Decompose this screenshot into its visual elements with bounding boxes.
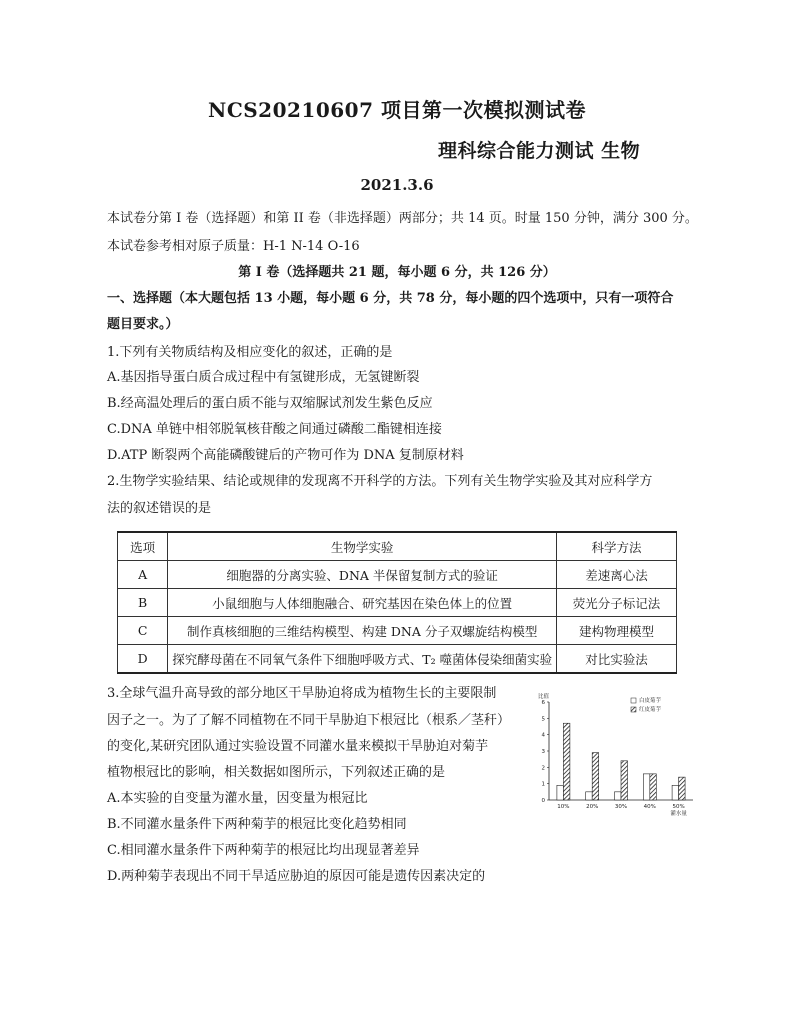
bar-red-10pct	[563, 723, 570, 800]
intro-line-2: 本试卷参考相对原子质量：H-1 N-14 O-16	[107, 239, 360, 254]
table-cell-option: C	[118, 617, 168, 645]
table-header-option: 选项	[118, 532, 168, 561]
bar-red-50pct	[679, 777, 686, 800]
q1-stem: 1.下列有关物质结构及相应变化的叙述，正确的是	[107, 345, 393, 360]
x-tick-label: 10%	[557, 804, 570, 810]
legend-swatch	[631, 698, 636, 703]
bar-white-40pct	[643, 774, 650, 800]
q1-option-a: A.基因指导蛋白质合成过程中有氢键形成，无氢键断裂	[107, 370, 420, 385]
q3-stem-3: 的变化,某研究团队通过实验设置不同灌水量来模拟干旱胁迫对菊芋	[107, 739, 489, 754]
x-tick-label: 20%	[586, 804, 599, 810]
table-cell-method: 对比实验法	[557, 645, 677, 674]
table-header-row	[118, 532, 677, 561]
y-tick-label: 6	[541, 700, 545, 706]
table-cell-option: D	[118, 645, 168, 674]
table-cell-experiment: 细胞器的分离实验、DNA 半保留复制方式的验证	[168, 561, 557, 589]
table-cell-method: 差速离心法	[557, 561, 677, 589]
legend-label: 红皮菊芋	[639, 707, 662, 713]
table-cell-method: 荧光分子标记法	[557, 589, 677, 617]
table-cell-option: B	[118, 589, 168, 617]
exam-subtitle: 理科综合能力测试 生物	[438, 140, 641, 162]
y-tick-label: 5	[541, 716, 545, 723]
y-tick-label: 1	[541, 781, 545, 788]
table-row	[118, 645, 677, 674]
q3-option-d: D.两种菊芋表现出不同干旱适应胁迫的原因可能是遗传因素决定的	[107, 869, 486, 884]
y-tick-label: 0	[541, 798, 545, 804]
legend-swatch	[631, 707, 636, 712]
table-cell-method: 建构物理模型	[557, 617, 677, 645]
table-cell-experiment: 探究酵母菌在不同氧气条件下细胞呼吸方式、T₂ 噬菌体侵染细菌实验	[168, 645, 557, 674]
table-cell-option: A	[118, 561, 168, 589]
bar-white-20pct	[586, 792, 593, 800]
bar-red-20pct	[592, 753, 599, 800]
q1-option-d: D.ATP 断裂两个高能磷酸键后的产物可作为 DNA 复制原材料	[107, 448, 464, 463]
bar-white-10pct	[557, 785, 564, 800]
table-row	[118, 617, 677, 645]
section-instruction-1: 一、选择题（本大题包括 13 小题，每小题 6 分，共 78 分，每小题的四个选项中，只有一项符合	[107, 291, 674, 306]
y-tick-label: 3	[541, 749, 545, 755]
section-title: 第 I 卷（选择题共 21 题，每小题 6 分，共 126 分）	[238, 265, 556, 280]
q1-option-b: B.经高温处理后的蛋白质不能与双缩脲试剂发生紫色反应	[107, 396, 433, 411]
intro-line-1: 本试卷分第 I 卷（选择题）和第 II 卷（非选择题）两部分；共 14 页。时量 150 分钟，满分 300 分。	[107, 211, 698, 226]
q2-stem-1: 2.生物学实验结果、结论或规律的发现离不开科学的方法。下列有关生物学实验及其对应科学方	[107, 474, 653, 489]
table-header-experiment: 生物学实验	[168, 532, 557, 561]
bar-red-30pct	[621, 761, 628, 800]
y-axis-label: 比值	[538, 694, 550, 700]
table-header-method: 科学方法	[557, 532, 677, 561]
root-shoot-ratio-chart	[535, 692, 707, 820]
section-instruction-2: 题目要求。）	[107, 317, 179, 332]
q3-stem-2: 因子之一。为了了解不同植物在不同干旱胁迫下根冠比（根系／茎秆）	[107, 713, 511, 728]
y-tick-label: 2	[541, 765, 545, 772]
q3-option-c: C.相同灌水量条件下两种菊芋的根冠比均出现显著差异	[107, 843, 420, 858]
exam-date: 2021.3.6	[360, 176, 434, 194]
table-cell-experiment: 小鼠细胞与人体细胞融合、研究基因在染色体上的位置	[168, 589, 557, 617]
legend-label: 白皮菊芋	[639, 698, 662, 704]
bar-white-30pct	[615, 792, 622, 800]
q2-method-table	[117, 531, 677, 674]
x-axis-label: 灌水量	[670, 811, 687, 817]
table-row	[118, 561, 677, 589]
x-tick-label: 30%	[614, 804, 628, 810]
bar-white-50pct	[672, 785, 679, 800]
table-cell-experiment: 制作真核细胞的三维结构模型、构建 DNA 分子双螺旋结构模型	[168, 617, 557, 645]
table-row	[118, 589, 677, 617]
q3-stem-1: 3.全球气温升高导致的部分地区干旱胁迫将成为植物生长的主要限制	[107, 686, 497, 701]
q3-option-a: A.本实验的自变量为灌水量，因变量为根冠比	[107, 791, 368, 806]
q2-stem-2: 法的叙述错误的是	[107, 501, 212, 516]
x-tick-label: 50%	[672, 804, 685, 810]
bar-red-40pct	[650, 774, 657, 800]
q3-option-b: B.不同灌水量条件下两种菊芋的根冠比变化趋势相同	[107, 817, 407, 832]
q1-option-c: C.DNA 单链中相邻脱氧核苷酸之间通过磷酸二酯键相连接	[107, 422, 442, 437]
q3-stem-4: 植物根冠比的影响，相关数据如图所示，下列叙述正确的是	[107, 765, 446, 780]
exam-title: NCS20210607 项目第一次模拟测试卷	[208, 98, 586, 122]
y-tick-label: 4	[541, 732, 545, 739]
x-tick-label: 40%	[643, 804, 656, 810]
